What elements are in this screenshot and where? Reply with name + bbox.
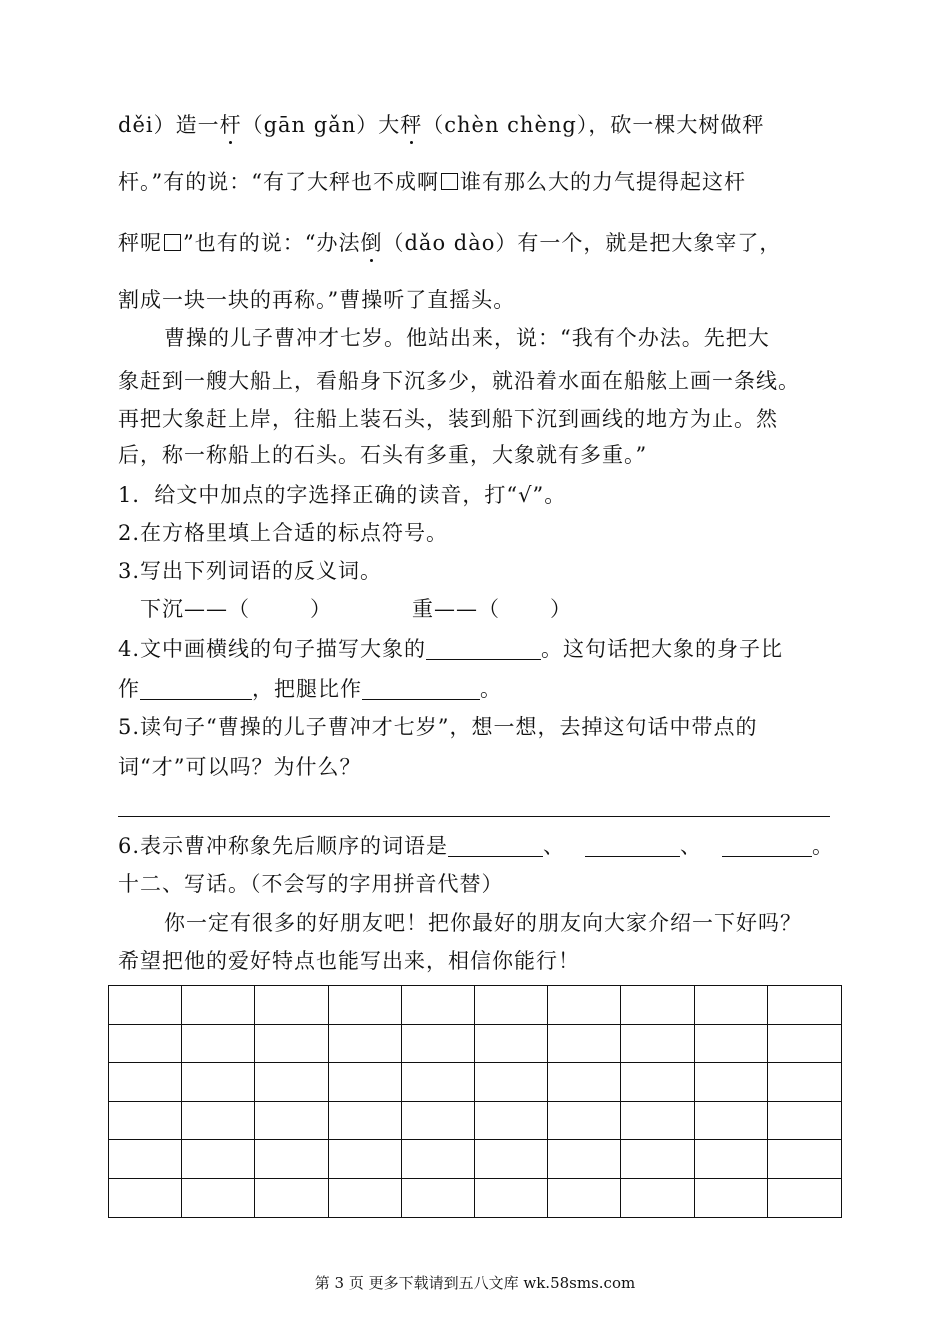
passage-line-4: 割成一块一块的再称。”曹操听了直摇头。 — [118, 288, 516, 312]
question-6 — [118, 831, 834, 861]
question-4-line-2 — [118, 674, 502, 704]
text: ”也有的说：“办法 — [183, 231, 361, 255]
dotted-char: 倒 — [360, 231, 383, 255]
dotted-char: 杆 — [219, 113, 242, 137]
answer-blank[interactable] — [426, 637, 541, 660]
text: （gān gǎn）大 — [241, 113, 401, 137]
text: děi）造一 — [118, 113, 220, 137]
answer-blank[interactable] — [140, 677, 252, 700]
answer-blank[interactable] — [722, 834, 812, 857]
question-5-line-1: 5.读句子“曹操的儿子曹冲才七岁”，想一想，去掉这句话中带点的 — [118, 715, 758, 739]
passage-line-3 — [118, 228, 781, 258]
passage-line-7: 再把大象赶上岸，往船上装石头，装到船下沉到画线的地方为止。然 — [118, 407, 778, 431]
text: 谁有那么大的力气提得起这杆 — [459, 170, 746, 194]
passage-line-8: 后，称一称船上的石头。石头有多重，大象就有多重。” — [118, 443, 648, 467]
antonym-prompt: 下沉——（ — [140, 597, 250, 621]
punctuation-box[interactable] — [164, 234, 181, 251]
punctuation-box[interactable] — [441, 173, 458, 190]
question-4-line-1 — [118, 634, 783, 664]
passage-line-5: 曹操的儿子曹冲才七岁。他站出来，说：“我有个办法。先把大 — [164, 326, 770, 350]
text: （chèn chèng），砍一棵大树做秤 — [422, 113, 765, 137]
text: ，把腿比作 — [252, 677, 362, 701]
question-3-items — [140, 594, 572, 624]
text: 4.文中画横线的句子描写大象的 — [118, 637, 427, 661]
text: 。 — [480, 677, 502, 701]
text: 6.表示曹冲称象先后顺序的词语是 — [118, 834, 449, 858]
dotted-char: 秤 — [400, 113, 423, 137]
question-5-line-2: 词“才”可以吗？为什么？ — [118, 755, 362, 779]
answer-line[interactable] — [118, 816, 830, 817]
text: ） — [310, 597, 332, 621]
question-2: 2.在方格里填上合适的标点符号。 — [118, 521, 449, 545]
writing-prompt-1: 你一定有很多的好朋友吧！把你最好的朋友向大家介绍一下好吗？ — [164, 911, 802, 935]
antonym-prompt: 重——（ — [412, 597, 500, 621]
question-3: 3.写出下列词语的反义词。 — [118, 559, 383, 583]
answer-blank[interactable] — [448, 834, 543, 857]
writing-title: 十二、写话。（不会写的字用拼音代替） — [118, 872, 504, 896]
passage-line-6: 象赶到一艘大船上，看船身下沉多少，就沿着水面在船舷上画一条线。 — [118, 369, 800, 393]
separator: 、 — [680, 834, 703, 858]
question-1: 1．给文中加点的字选择正确的读音，打“√”。 — [118, 483, 567, 507]
text: （dǎo dào）有一个，就是把大象宰了， — [382, 231, 782, 255]
text: 秤呢 — [118, 231, 162, 255]
writing-grid[interactable] — [108, 985, 842, 1218]
separator: 、 — [543, 834, 566, 858]
answer-blank[interactable] — [585, 834, 680, 857]
text: 杆。”有的说：“有了大秤也不成啊 — [118, 170, 439, 194]
answer-blank[interactable] — [362, 677, 480, 700]
writing-prompt-2: 希望把他的爱好特点也能写出来，相信你能行！ — [118, 949, 580, 973]
page-footer: 第 3 页 更多下载请到五八文库 wk.58sms.com — [314, 1274, 636, 1292]
passage-line-2 — [118, 167, 746, 197]
text: 作 — [118, 677, 140, 701]
text: 。这句话把大象的身子比 — [541, 637, 784, 661]
text: 。 — [812, 834, 835, 858]
passage-line-1 — [118, 110, 764, 140]
text: ） — [550, 597, 572, 621]
